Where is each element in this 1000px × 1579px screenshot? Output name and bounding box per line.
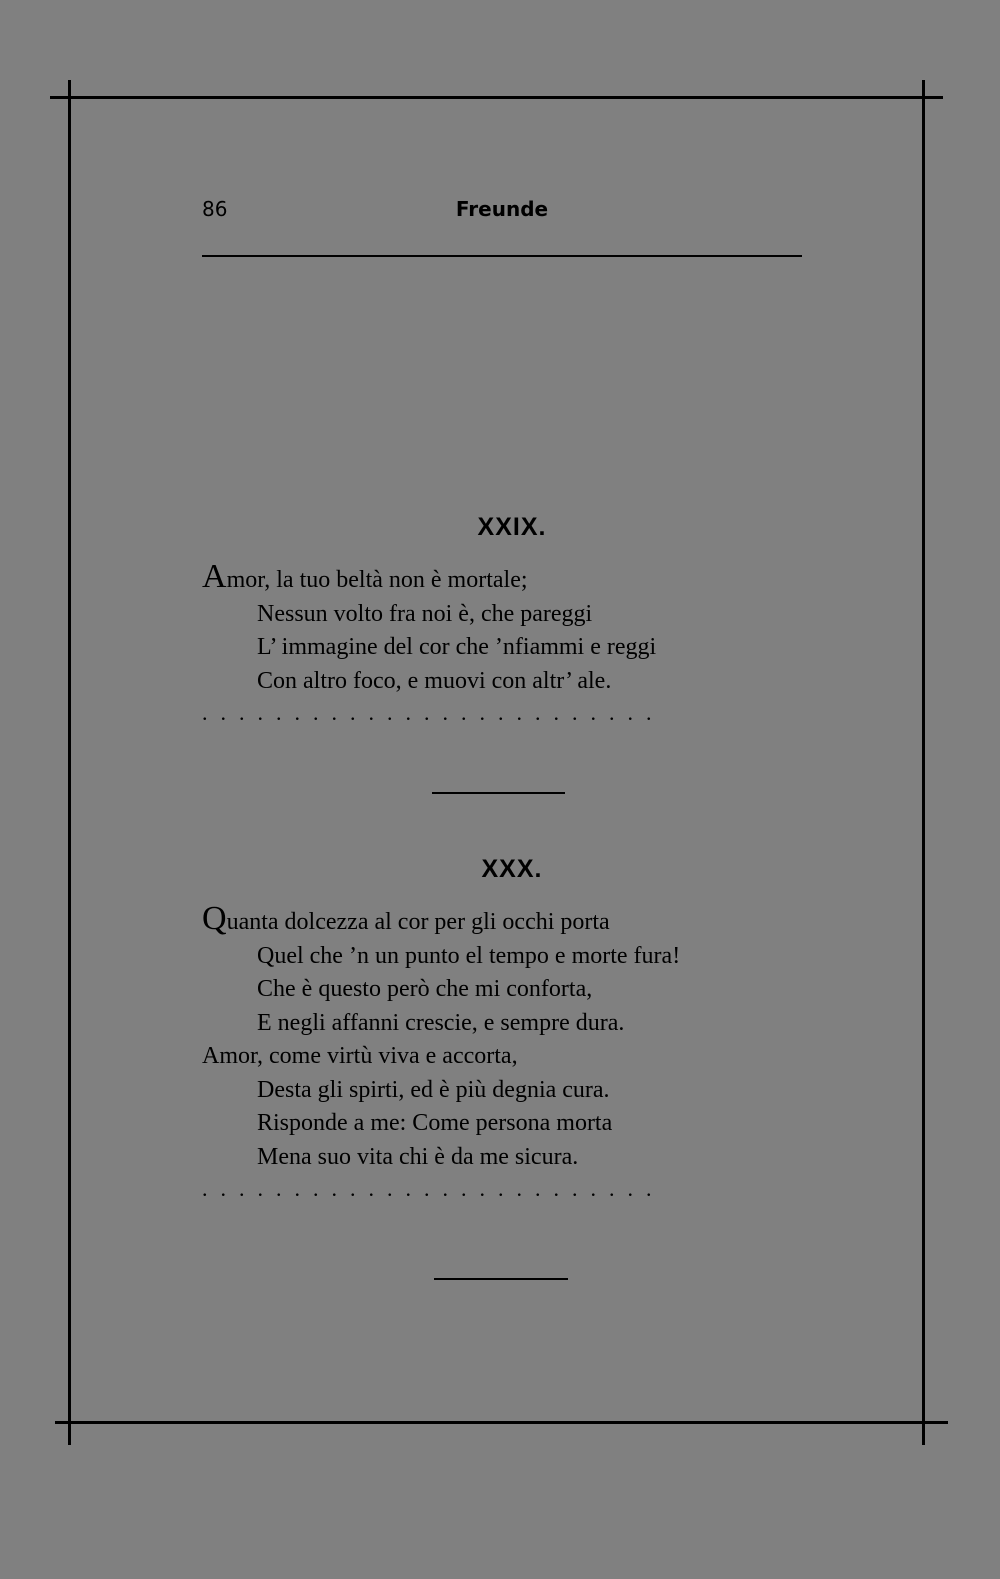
poem-line: Che è questo però che mi conforta,: [257, 976, 593, 1002]
poem-xxx: [202, 855, 822, 1202]
poem-line: Desta gli spirti, ed è più degnia cura.: [257, 1076, 610, 1103]
frame-left-rule: [68, 80, 71, 1445]
poem-line: [202, 900, 822, 940]
initial-letter: Q: [202, 900, 227, 937]
poem-line-text: mor, la tuo beltà non è mortale;: [226, 567, 528, 593]
poem-line: [202, 558, 822, 598]
omission-dots: .........................: [202, 700, 665, 725]
poem-line: E negli affanni crescie, e sempre dura.: [257, 1009, 625, 1036]
running-title: Freunde: [455, 197, 549, 221]
poem-xxix: [202, 513, 822, 726]
poem-line: Risponde a me: Come persona morta: [257, 1110, 613, 1136]
page-number: 86: [202, 197, 228, 221]
poem-line-text: uanta dolcezza al cor per gli occhi porta: [226, 909, 610, 935]
omission-dots: .........................: [202, 1176, 665, 1201]
frame-right-rule: [922, 80, 925, 1445]
initial-letter: A: [202, 558, 227, 595]
poem-line: Nessun volto fra noi è, che pareggi: [257, 600, 593, 627]
poem-line: Amor, come virtù viva e accorta,: [202, 1043, 518, 1069]
poem-title: XXX.: [481, 855, 543, 883]
frame-bottom-rule: [55, 1421, 948, 1424]
frame-top-rule: [50, 96, 943, 99]
poem-title: XXIX.: [477, 513, 547, 541]
poem-line: L’ immagine del cor che ’nfiammi e reggi: [257, 634, 657, 660]
section-separator: [434, 1278, 568, 1280]
header-rule: [202, 255, 802, 257]
running-head: [202, 197, 802, 225]
section-separator: [432, 792, 565, 794]
poem-line: Con altro foco, e muovi con altr’ ale.: [257, 667, 612, 694]
poem-line: Quel che ’n un punto el tempo e morte fura!: [257, 942, 681, 969]
poem-line: Mena suo vita chi è da me sicura.: [257, 1143, 579, 1170]
